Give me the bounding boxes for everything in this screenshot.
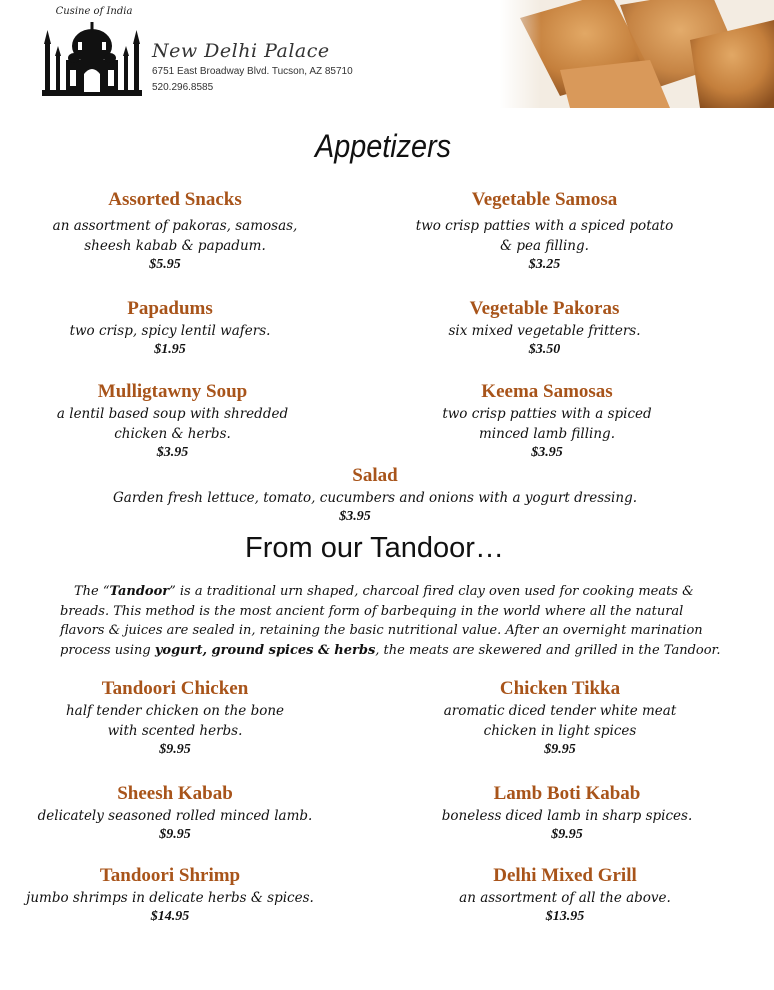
restaurant-address: 6751 East Broadway Blvd. Tucson, AZ 85710 (152, 66, 353, 77)
item-description: delicately seasoned rolled minced lamb. (37, 808, 313, 824)
item-price: $3.95 (531, 445, 563, 460)
item-description: two crisp, spicy lentil wafers. (69, 323, 271, 339)
intro-text-2: ” is a traditional urn shaped, charcoal fired clay oven used for cooking meats & breads. This method is the most ancient form of barbequing in the world where all the natural flavors & juices are sealed in, retaining the basic nutritional value. After an overnight marination process using (60, 584, 703, 658)
item-description: jumbo shrimps in delicate herbs & spices. (26, 890, 314, 906)
item-name: Assorted Snacks (108, 189, 242, 210)
palace-logo (42, 20, 142, 96)
item-description: a lentil based soup with shredded chicken & herbs. (56, 406, 289, 442)
item-price: $1.95 (154, 342, 186, 357)
item-name: Sheesh Kabab (117, 783, 233, 804)
item-description: six mixed vegetable fritters. (448, 323, 641, 339)
menu-item-delhi-mixed-grill (410, 864, 720, 926)
intro-bold-2: yogurt, ground spices & herbs (154, 642, 376, 658)
item-description: an assortment of all the above. (459, 890, 671, 906)
item-name: Keema Samosas (481, 381, 613, 402)
item-description: boneless diced lamb in sharp spices. (441, 808, 693, 824)
menu-item-keema-samosas (397, 380, 697, 462)
item-price: $9.95 (544, 742, 576, 757)
item-description: two crisp patties with a spiced minced lamb filling. (442, 406, 652, 442)
restaurant-name: New Delhi Palace (152, 40, 330, 62)
item-description: an assortment of pakoras, samosas, sheesh kabab & papadum. (52, 218, 298, 254)
item-price: $9.95 (551, 827, 583, 842)
menu-item-papadums (20, 297, 320, 359)
restaurant-phone: 520.296.8585 (152, 82, 214, 93)
restaurant-tagline: Cusine of India (55, 6, 133, 17)
item-price: $14.95 (150, 909, 190, 924)
menu-item-assorted-snacks (20, 188, 330, 274)
item-price: $13.95 (545, 909, 585, 924)
item-name: Papadums (127, 298, 213, 319)
intro-text-1: The “ (74, 584, 110, 599)
item-price: $5.95 (149, 257, 181, 272)
item-price: $3.25 (528, 257, 561, 272)
menu-item-vegetable-pakoras (397, 297, 692, 359)
menu-item-salad (80, 464, 670, 526)
tandoor-heading: From our Tandoor… (245, 532, 504, 564)
menu-item-mulligtawny-soup (20, 380, 325, 462)
appetizers-heading: Appetizers (315, 128, 452, 164)
item-description: two crisp patties with a spiced potato & pea filling. (415, 218, 674, 254)
item-name: Lamb Boti Kabab (493, 783, 641, 804)
menu-item-lamb-boti-kabab (412, 782, 722, 844)
menu-item-chicken-tikka (405, 677, 715, 759)
intro-text-3: , the meats are skewered and grilled in the Tandoor. (375, 642, 721, 658)
intro-bold-1: Tandoor (109, 584, 170, 599)
item-name: Salad (352, 465, 398, 486)
item-price: $9.95 (159, 827, 191, 842)
menu-item-tandoori-chicken (20, 677, 330, 759)
item-name: Chicken Tikka (499, 678, 621, 699)
item-price: $3.50 (528, 342, 561, 357)
menu-item-vegetable-samosa (397, 188, 692, 274)
samosa-photo (500, 0, 774, 108)
item-name: Tandoori Shrimp (99, 865, 241, 886)
tandoor-intro (60, 582, 730, 660)
menu-item-tandoori-shrimp (15, 864, 325, 926)
item-description: Garden fresh lettuce, tomato, cucumbers and onions with a yogurt dressing. (112, 490, 638, 506)
item-name: Tandoori Chicken (101, 678, 249, 699)
item-description: half tender chicken on the bone with scented herbs. (65, 703, 285, 739)
item-price: $3.95 (156, 445, 189, 460)
item-price: $9.95 (159, 742, 191, 757)
item-name: Delhi Mixed Grill (493, 865, 637, 886)
menu-item-sheesh-kabab (20, 782, 330, 844)
item-name: Vegetable Pakoras (469, 298, 620, 319)
item-name: Vegetable Samosa (471, 189, 618, 210)
item-name: Mulligtawny Soup (97, 381, 248, 402)
item-description: aromatic diced tender white meat chicken in light spices (443, 703, 677, 739)
item-price: $3.95 (339, 509, 371, 524)
